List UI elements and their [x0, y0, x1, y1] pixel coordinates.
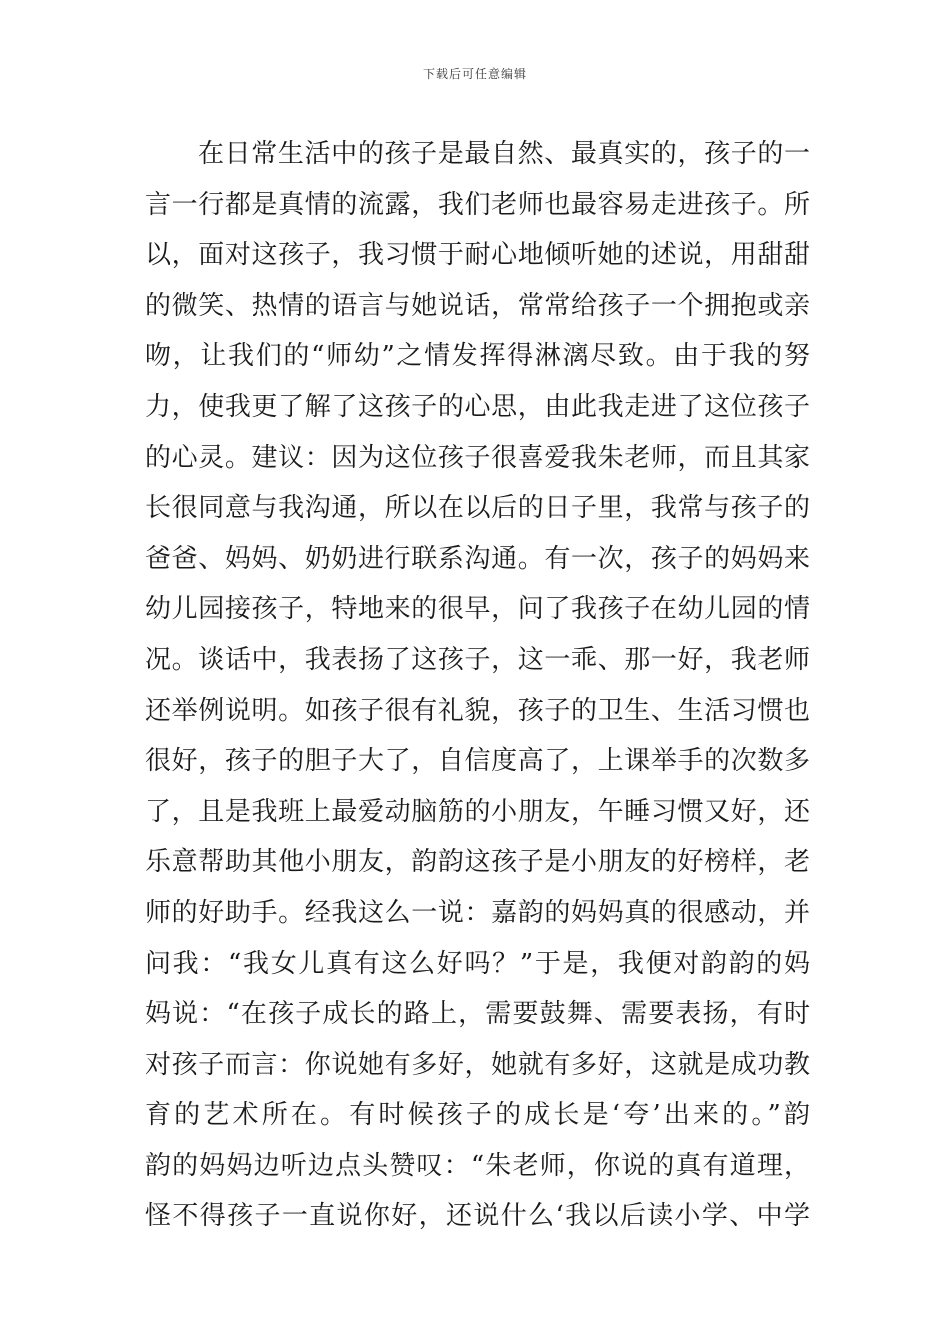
paragraph-line: 以，面对这孩子，我习惯于耐心地倾听她的述说，用甜甜: [145, 240, 810, 271]
paragraph-line: 言一行都是真情的流露，我们老师也最容易走进孩子。所: [145, 189, 810, 220]
paragraph-line: 力，使我更了解了这孩子的心思，由此我走进了这位孩子: [145, 391, 810, 422]
paragraph-line: 爸爸、妈妈、奶奶进行联系沟通。有一次，孩子的妈妈来: [145, 543, 810, 574]
paragraph-line: 幼儿园接孩子，特地来的很早，问了我孩子在幼儿园的情: [145, 594, 810, 625]
paragraph-line: 乐意帮助其他小朋友，韵韵这孩子是小朋友的好榜样，老: [145, 847, 810, 878]
paragraph-line: 妈说：“在孩子成长的路上，需要鼓舞、需要表扬，有时: [145, 999, 810, 1030]
paragraph-line: 怪不得孩子一直说你好，还说什么‘我以后读小学、中学: [145, 1201, 810, 1232]
paragraph-line: 的微笑、热情的语言与她说话，常常给孩子一个拥抱或亲: [145, 290, 810, 321]
paragraph-line: 况。谈话中，我表扬了这孩子，这一乖、那一好，我老师: [145, 644, 810, 675]
paragraph-line: 问我：“我女儿真有这么好吗？”于是，我便对韵韵的妈: [145, 948, 810, 979]
paragraph-line: 了，且是我班上最爱动脑筋的小朋友，午睡习惯又好，还: [145, 796, 810, 827]
paragraph-line: 长很同意与我沟通，所以在以后的日子里，我常与孩子的: [145, 493, 810, 524]
paragraph-line: 师的好助手。经我这么一说：嘉韵的妈妈真的很感动，并: [145, 897, 810, 928]
paragraph-line: 韵的妈妈边听边点头赞叹：“朱老师，你说的真有道理，: [145, 1150, 810, 1181]
paragraph-line: 育的艺术所在。有时候孩子的成长是‘夸’出来的。”韵: [145, 1100, 810, 1131]
paragraph-line: 在日常生活中的孩子是最自然、最真实的，孩子的一: [198, 139, 810, 169]
paragraph-line: 的心灵。建议：因为这位孩子很喜爱我朱老师，而且其家: [145, 442, 810, 473]
header-note: 下载后可任意编辑: [422, 67, 527, 81]
paragraph-line: 还举例说明。如孩子很有礼貌，孩子的卫生、生活习惯也: [145, 695, 810, 726]
paragraph-line: 很好，孩子的胆子大了，自信度高了，上课举手的次数多: [145, 746, 810, 777]
body-paragraph: [145, 129, 810, 1242]
paragraph-line: 吻，让我们的“师幼”之情发挥得淋漓尽致。由于我的努: [145, 341, 810, 372]
paragraph-line: 对孩子而言：你说她有多好，她就有多好，这就是成功教: [145, 1049, 810, 1080]
